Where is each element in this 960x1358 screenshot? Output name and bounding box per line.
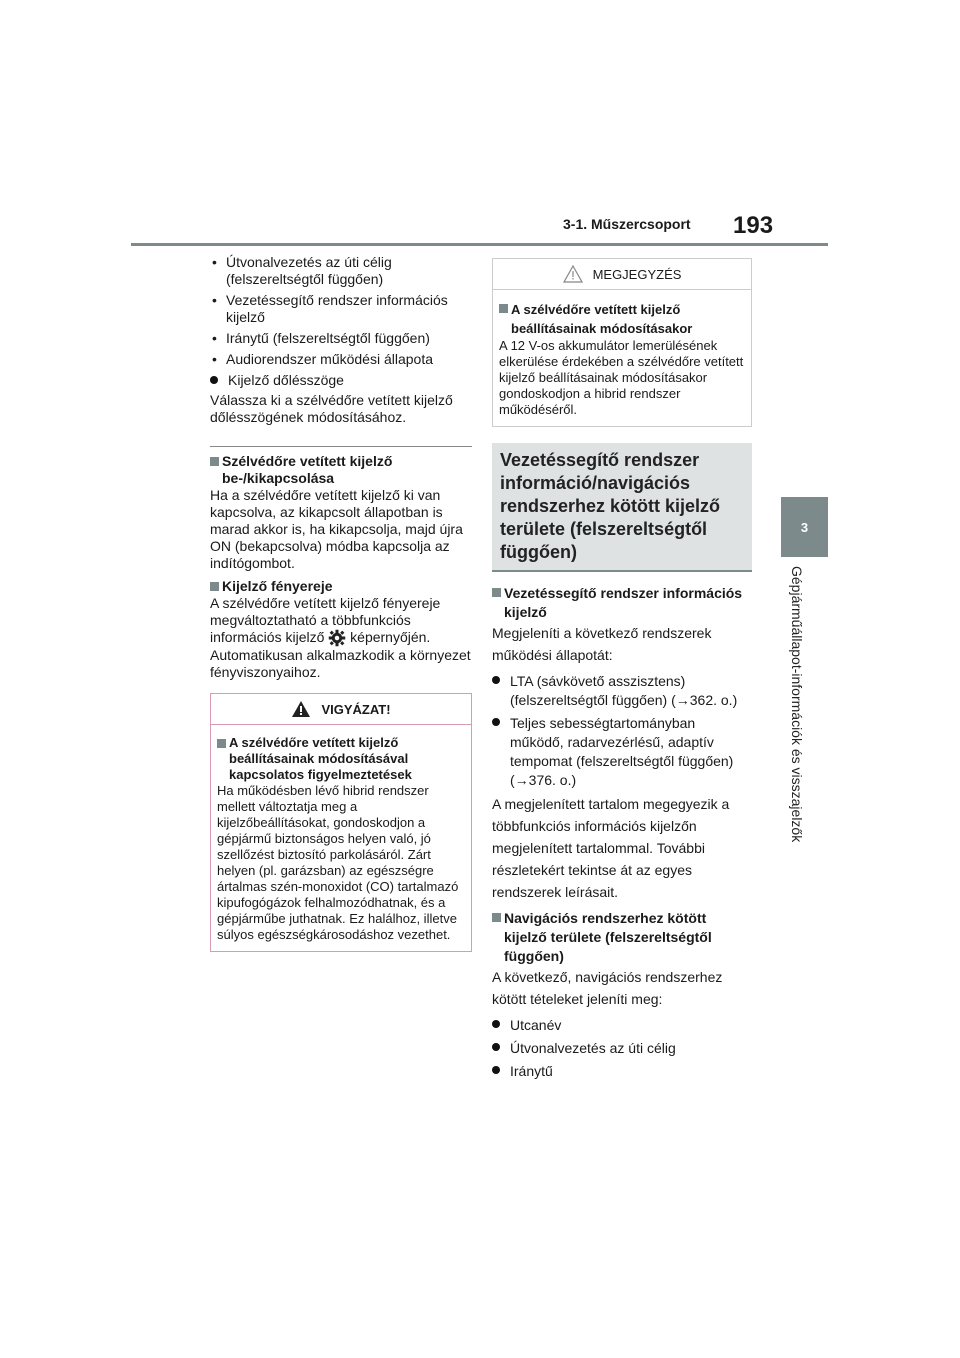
dot-heading: Kijelző dőlésszöge: [210, 372, 472, 389]
caution-body: [211, 725, 471, 951]
section-text: A megjelenített tartalom megegyezik a többfunkciós információs kijelzőn megjelenített tartalommal. További részletekért tekintse át az egyes rendszerek leírásait.: [492, 796, 730, 900]
list-item: Iránytű: [492, 1062, 752, 1081]
gear-icon: [328, 629, 346, 647]
header-rule: [131, 243, 828, 246]
square-marker-icon: [499, 304, 508, 313]
bullet-dot-icon: [492, 1043, 500, 1051]
left-column: [210, 254, 472, 952]
page-number: 193: [733, 212, 774, 239]
section-heading: Vezetéssegítő rendszer információs kijelző: [492, 584, 752, 622]
bullet-dot-icon: [492, 676, 500, 684]
dot-text: Válassza ki a szélvédőre vetített kijelző dőlésszögének módosításához.: [210, 392, 453, 425]
section-text: A szélvédőre vetített kijelző fényereje megváltoztatható a többfunkciós információs kijelző képernyőjén. Automatikusan alkalmazkodik a környezet fényviszonyaihoz.: [210, 595, 471, 681]
bullet-dot-icon: [210, 376, 218, 384]
list-item: • Útvonalvezetés az úti célig (felszereltségtől függően): [212, 254, 392, 287]
bullet-dot-icon: [492, 1020, 500, 1028]
note-header: MEGJEGYZÉS: [493, 259, 751, 290]
section-text: Megjeleníti a következő rendszerek működési állapotát:: [492, 625, 712, 663]
list-item: • Iránytű (felszereltségtől függően): [212, 330, 430, 346]
section-heading: Navigációs rendszerhez kötött kijelző területe (felszereltségtől függően): [492, 909, 752, 966]
square-marker-icon: [210, 582, 219, 591]
caution-header: VIGYÁZAT!: [211, 694, 471, 725]
caution-heading: A szélvédőre vetített kijelző beállításainak módosításával kapcsolatos figyelmeztetések: [217, 735, 465, 783]
right-column: [492, 258, 752, 1084]
section-heading: Kijelző fényereje: [210, 578, 472, 595]
note-body: [493, 290, 751, 426]
chapter-tab: 3: [781, 497, 828, 557]
section-heading: Szélvédőre vetített kijelző be-/kikapcsolása: [210, 453, 472, 487]
list-item: • Vezetéssegítő rendszer információs kijelző: [212, 292, 448, 325]
section-divider: [210, 446, 472, 447]
square-marker-icon: [492, 588, 501, 597]
bullet-dot-icon: [492, 1066, 500, 1074]
list-item: Útvonalvezetés az úti célig: [492, 1039, 752, 1058]
caution-text: Ha működésben lévő hibrid rendszer mellett változtatja meg a kijelzőbeállításokat, gondoskodjon a gépjármű biztonságos helyen való, jó szellőzést biztosító parkolásáról. Zárt helyen (pl. garázsban) az egészségre ártalmas szén-monoxidot (CO) tartalmazó kipufogógázok felhalmozódhatnak, és a gépjárműbe juthatnak. Ez halálhoz, illetve súlyos egészségkárosodáshoz vezethet.: [217, 783, 459, 943]
square-marker-icon: [210, 457, 219, 466]
note-warning-icon: [563, 265, 583, 283]
section-text: Ha a szélvédőre vetített kijelző ki van kapcsolva, az kikapcsolt állapotban is marad akkor is, ha kikapcsolja, majd újra ON (bekapcsolva) módba kapcsolja az indítógombot.: [210, 487, 463, 571]
bullet-dot-icon: [492, 718, 500, 726]
list-item: LTA (sávkövető asszisztens) (felszereltségtől függően) (→362. o.): [492, 672, 752, 710]
section-text: A következő, navigációs rendszerhez kötött tételeket jeleníti meg:: [492, 969, 723, 1007]
square-marker-icon: [492, 913, 501, 922]
list-item: • Audiorendszer működési állapota: [212, 351, 434, 367]
note-heading: A szélvédőre vetített kijelző beállításainak módosításakor: [499, 300, 745, 338]
warning-icon: [291, 700, 311, 718]
list-item: Utcanév: [492, 1016, 752, 1035]
chapter-label: Gépjárműállapot-információk és visszajelzők: [789, 566, 805, 843]
caution-box: [210, 693, 472, 952]
list-item: Teljes sebességtartományban működő, radarvezérlésű, adaptív tempomat (felszereltségtől függően) (→376. o.): [492, 714, 752, 790]
square-marker-icon: [217, 739, 226, 748]
note-text: A 12 V-os akkumulátor lemerülésének elkerülése érdekében a szélvédőre vetített kijelző beállításainak módosításakor gondoskodjon a hibrid rendszer működéséről.: [499, 338, 744, 417]
header-title: 3-1. Műszercsoport: [563, 216, 691, 232]
note-box: [492, 258, 752, 427]
section-title: Vezetéssegítő rendszer információ/navigációs rendszerhez kötött kijelző területe (felszereltségtől függően): [492, 443, 752, 572]
